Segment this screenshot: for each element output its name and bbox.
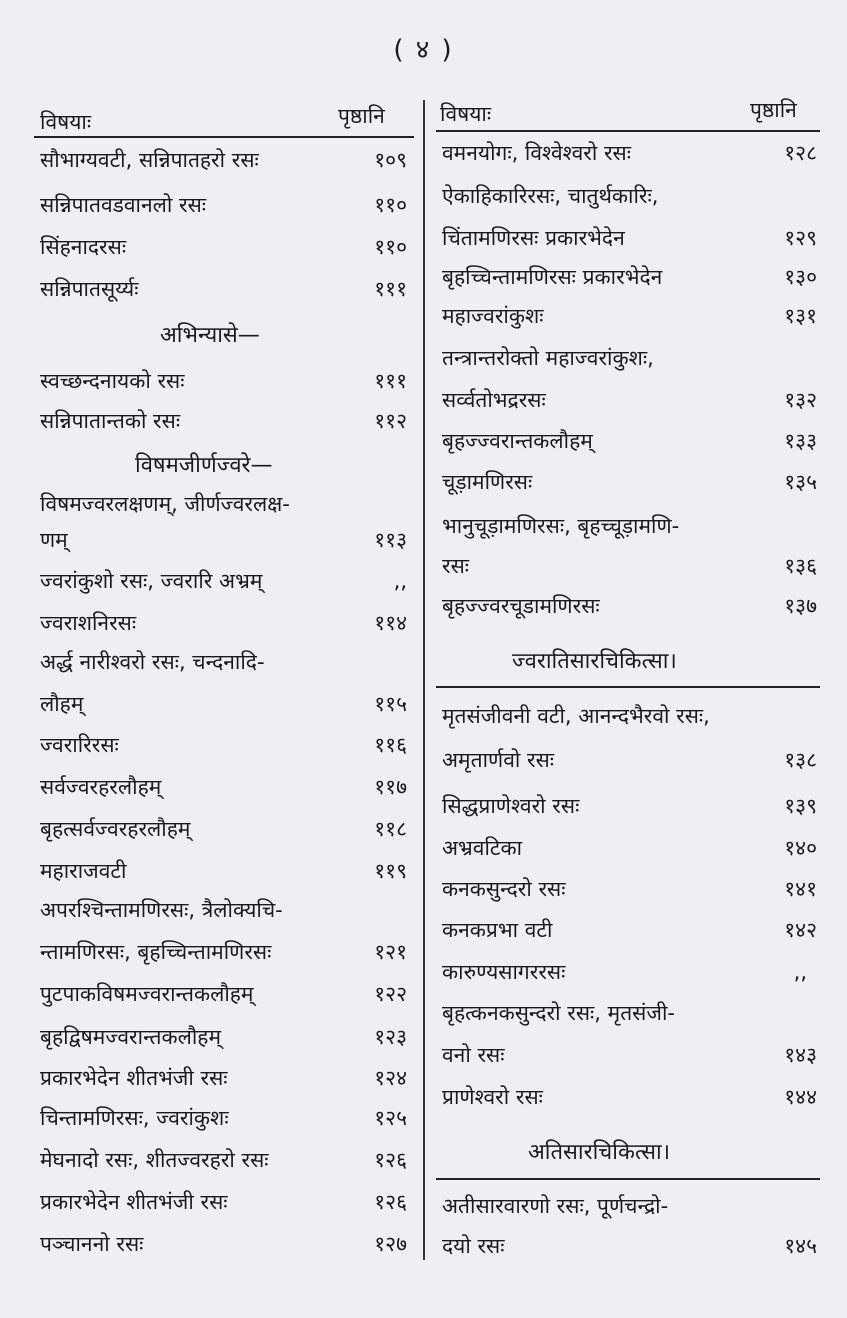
page-ref: ११८ <box>374 817 407 841</box>
page-ref: १३१ <box>784 304 817 328</box>
list-item: सिंहनादरसः <box>40 235 127 259</box>
list-item: चूड़ामणिरसः <box>442 470 533 494</box>
right-header-title: विषयाः <box>440 102 492 126</box>
list-item: अभ्रवटिका <box>442 836 523 860</box>
page-ref: १२५ <box>374 1106 407 1130</box>
list-item: ऐकाहिकारिरसः, चातुर्थकारिः, <box>442 184 659 208</box>
list-item: अर्द्ध नारीश्वरो रसः, चन्दनादि- <box>40 650 265 674</box>
page-ref: ११६ <box>374 733 407 757</box>
page-ref: १३९ <box>784 794 817 818</box>
list-item: तन्त्रान्तरोक्तो महाज्वरांकुशः, <box>442 346 654 370</box>
list-item: चिंतामणिरसः प्रकारभेदेन <box>442 226 625 250</box>
list-item: बृहच्चिन्तामणिरसः प्रकारभेदेन <box>442 265 663 289</box>
list-item: णम् <box>40 528 68 552</box>
page-ref: १२१ <box>374 940 407 964</box>
page-ref: ११९ <box>374 859 407 883</box>
page-ref: १४२ <box>784 918 817 942</box>
section-heading: अभिन्यासे— <box>160 323 260 348</box>
section-heading: अतिसारचिकित्सा। <box>528 1140 671 1165</box>
section-heading: विषमजीर्णज्वरे— <box>135 453 273 478</box>
section-heading: ज्वरातिसारचिकित्सा। <box>512 649 677 674</box>
page-number: ( ४ ) <box>393 35 454 65</box>
page-ref: १३८ <box>784 748 817 772</box>
page-ref: १२६ <box>374 1190 407 1214</box>
list-item: दयो रसः <box>442 1234 505 1258</box>
list-item: प्रकारभेदेन शीतभंजी रसः <box>40 1190 228 1214</box>
list-item: वनो रसः <box>442 1043 505 1067</box>
list-item: सन्निपातसूर्य्यः <box>40 277 139 301</box>
page-ref: १२४ <box>374 1066 407 1090</box>
page-ref: १११ <box>374 277 407 301</box>
list-item: अतीसारवारणो रसः, पूर्णचन्द्रो- <box>442 1194 669 1218</box>
page-ref: ,, <box>393 569 407 593</box>
list-item: ज्वराशनिरसः <box>40 611 137 635</box>
left-header-rule <box>34 136 414 138</box>
list-item: कारुण्यसागररसः <box>442 960 566 984</box>
page-ref: ११५ <box>374 692 407 716</box>
page-ref: १३५ <box>784 470 817 494</box>
page-ref: १३० <box>784 265 817 289</box>
list-item: लौहम् <box>40 692 84 716</box>
list-item: प्रकारभेदेन शीतभंजी रसः <box>40 1066 228 1090</box>
list-item: चिन्तामणिरसः, ज्वरांकुशः <box>40 1106 229 1130</box>
page-ref: ११० <box>374 193 407 217</box>
page-ref: १२३ <box>374 1025 407 1049</box>
list-item: सौभाग्यवटी, सन्निपातहरो रसः <box>40 148 259 172</box>
page-ref: १२६ <box>374 1148 407 1172</box>
list-item: मेघनादो रसः, शीतज्वरहरो रसः <box>40 1148 269 1172</box>
list-item: कनकप्रभा वटी <box>442 918 553 942</box>
list-item: भानुचूड़ामणिरसः, बृहच्चूड़ामणि- <box>442 514 680 538</box>
page-ref: १४५ <box>784 1234 817 1258</box>
page-ref: १३३ <box>784 429 817 453</box>
right-header-pages: पृष्ठानि <box>750 98 797 122</box>
list-item: स्वच्छन्दनायको रसः <box>40 369 185 393</box>
page-ref: ११३ <box>374 528 407 552</box>
page-ref: १११ <box>374 369 407 393</box>
list-item: पुटपाकविषमज्वरान्तकलौहम् <box>40 982 254 1006</box>
left-header-pages: पृष्ठानि <box>338 104 385 128</box>
list-item: पञ्चाननो रसः <box>40 1232 144 1256</box>
page-ref: ११४ <box>374 611 407 635</box>
page-ref: १२९ <box>784 226 817 250</box>
list-item: अमृतार्णवो रसः <box>442 748 555 772</box>
page-ref: १०९ <box>374 148 407 172</box>
list-item: ज्वरांकुशो रसः, ज्वरारि अभ्रम् <box>40 569 263 593</box>
page-ref: ११२ <box>374 409 407 433</box>
list-item: कनकसुन्दरो रसः <box>442 877 566 901</box>
left-header-title: विषयाः <box>40 110 92 134</box>
section-rule <box>436 686 820 688</box>
list-item: प्राणेश्वरो रसः <box>442 1085 543 1109</box>
list-item: सर्वज्वरहरलौहम् <box>40 775 162 799</box>
list-item: ज्वरारिरसः <box>40 733 119 757</box>
list-item: सन्निपातान्तको रसः <box>40 409 181 433</box>
right-header-rule <box>436 130 820 132</box>
list-item: सन्निपातवडवानलो रसः <box>40 193 207 217</box>
list-item: सिद्धप्राणेश्वरो रसः <box>442 794 580 818</box>
page-ref: १४० <box>784 836 817 860</box>
list-item: न्तामणिरसः, बृहच्चिन्तामणिरसः <box>40 940 272 964</box>
list-item: मृतसंजीवनी वटी, आनन्दभैरवो रसः, <box>442 704 710 728</box>
list-item: बृहज्ज्वरान्तकलौहम् <box>442 429 593 453</box>
list-item: बृहज्ज्वरचूडामणिरसः <box>442 594 600 618</box>
list-item: बृहद्विषमज्वरान्तकलौहम् <box>40 1025 222 1049</box>
list-item: विषमज्वरलक्षणम्, जीर्णज्वरलक्ष- <box>40 492 290 516</box>
list-item: महाज्वरांकुशः <box>442 304 544 328</box>
list-item: सर्व्वतोभद्ररसः <box>442 388 546 412</box>
page-ref: १२७ <box>374 1232 407 1256</box>
list-item: रसः <box>442 554 470 578</box>
page-ref: ११७ <box>374 775 407 799</box>
page-ref: ,, <box>793 960 807 984</box>
list-item: बृहत्कनकसुन्दरो रसः, मृतसंजी- <box>442 1001 675 1025</box>
list-item: महाराजवटी <box>40 859 127 883</box>
list-item: बृहत्सर्वज्वरहरलौहम् <box>40 817 191 841</box>
page-ref: १४१ <box>784 877 817 901</box>
page-ref: १३७ <box>784 594 817 618</box>
page-ref: १३२ <box>784 388 817 412</box>
list-item: अपरश्चिन्तामणिरसः, त्रैलोक्यचि- <box>40 898 283 922</box>
page-ref: १४४ <box>784 1085 817 1109</box>
page-ref: १४३ <box>784 1043 817 1067</box>
page-ref: ११० <box>374 235 407 259</box>
section-rule <box>436 1178 820 1180</box>
page-ref: १२२ <box>374 982 407 1006</box>
column-divider <box>423 100 425 1260</box>
page-ref: १३६ <box>784 554 817 578</box>
page-ref: १२८ <box>784 141 817 165</box>
list-item: वमनयोगः, विश्वेश्वरो रसः <box>442 141 631 165</box>
